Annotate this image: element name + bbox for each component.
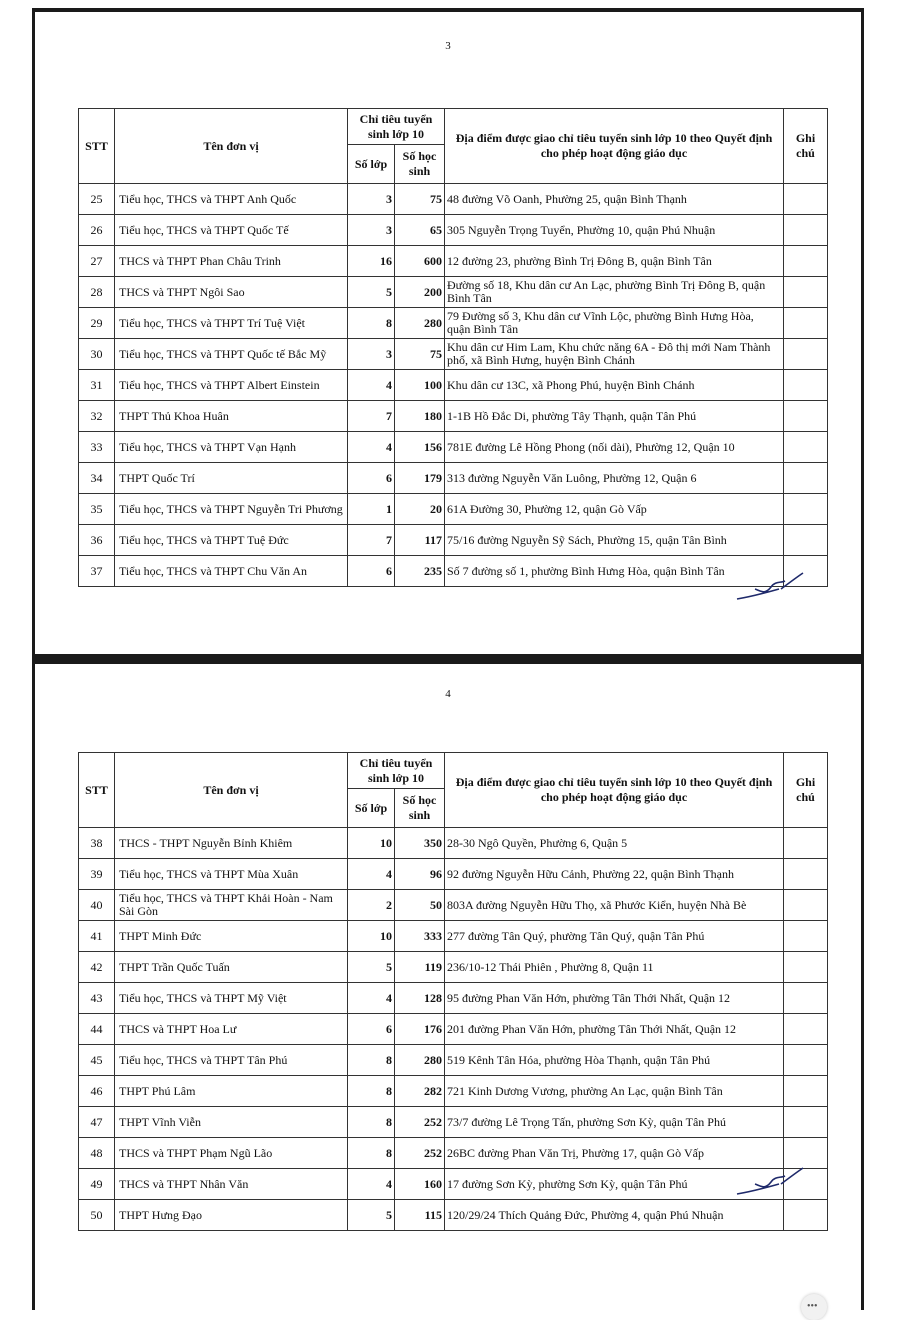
cell-so-lop: 2 (348, 890, 395, 921)
cell-ghi-chu (784, 525, 828, 556)
cell-address: 61A Đường 30, Phường 12, quận Gò Vấp (445, 494, 784, 525)
cell-stt: 48 (79, 1138, 115, 1169)
cell-so-hoc-sinh: 128 (395, 983, 445, 1014)
table-header (79, 753, 828, 828)
cell-unit-name: THCS và THPT Phạm Ngũ Lão (115, 1138, 348, 1169)
cell-stt: 26 (79, 215, 115, 246)
cell-so-lop: 3 (348, 184, 395, 215)
cell-ghi-chu (784, 983, 828, 1014)
table-row (79, 246, 828, 277)
cell-so-hoc-sinh: 350 (395, 828, 445, 859)
cell-ghi-chu (784, 432, 828, 463)
cell-stt: 49 (79, 1169, 115, 1200)
cell-so-lop: 4 (348, 432, 395, 463)
cell-so-lop: 6 (348, 463, 395, 494)
cell-so-lop: 16 (348, 246, 395, 277)
table-row (79, 983, 828, 1014)
cell-ghi-chu (784, 184, 828, 215)
cell-address: 277 đường Tân Quý, phường Tân Quý, quận Tân Phú (445, 921, 784, 952)
cell-address: Khu dân cư Him Lam, Khu chức năng 6A - Đô thị mới Nam Thành phố, xã Bình Hưng, huyện Bình Chánh (445, 339, 784, 370)
cell-address: 781E đường Lê Hồng Phong (nối dài), Phường 12, Quận 10 (445, 432, 784, 463)
cell-ghi-chu (784, 370, 828, 401)
cell-unit-name: THPT Trần Quốc Tuấn (115, 952, 348, 983)
table-body (79, 184, 828, 587)
cell-address: 236/10-12 Thái Phiên , Phường 8, Quận 11 (445, 952, 784, 983)
header-stt: STT (79, 109, 115, 184)
header-so-lop: Số lớp (348, 145, 395, 184)
cell-address: Đường số 18, Khu dân cư An Lạc, phường Bình Trị Đông B, quận Bình Tân (445, 277, 784, 308)
table-row (79, 1138, 828, 1169)
header-so-hoc-sinh: Số học sinh (395, 789, 445, 828)
cell-address: Số 7 đường số 1, phường Bình Hưng Hòa, quận Bình Tân (445, 556, 784, 587)
cell-so-hoc-sinh: 117 (395, 525, 445, 556)
cell-so-hoc-sinh: 96 (395, 859, 445, 890)
cell-stt: 44 (79, 1014, 115, 1045)
cell-so-lop: 8 (348, 1138, 395, 1169)
table-row (79, 1045, 828, 1076)
cell-stt: 37 (79, 556, 115, 587)
cell-stt: 28 (79, 277, 115, 308)
cell-ghi-chu (784, 1107, 828, 1138)
cell-address: 28-30 Ngô Quyền, Phường 6, Quận 5 (445, 828, 784, 859)
table-row (79, 556, 828, 587)
cell-address: 48 đường Võ Oanh, Phường 25, quận Bình Thạnh (445, 184, 784, 215)
cell-so-lop: 3 (348, 215, 395, 246)
cell-so-lop: 10 (348, 828, 395, 859)
cell-so-hoc-sinh: 50 (395, 890, 445, 921)
cell-unit-name: Tiểu học, THCS và THPT Mỹ Việt (115, 983, 348, 1014)
cell-so-hoc-sinh: 235 (395, 556, 445, 587)
cell-so-lop: 5 (348, 277, 395, 308)
cell-ghi-chu (784, 1076, 828, 1107)
cell-so-hoc-sinh: 180 (395, 401, 445, 432)
cell-unit-name: THCS và THPT Hoa Lư (115, 1014, 348, 1045)
cell-address: 92 đường Nguyễn Hữu Cảnh, Phường 22, quận Bình Thạnh (445, 859, 784, 890)
cell-address: 519 Kênh Tân Hóa, phường Hòa Thạnh, quận Tân Phú (445, 1045, 784, 1076)
cell-so-hoc-sinh: 252 (395, 1138, 445, 1169)
enrollment-table (78, 752, 828, 1231)
cell-so-lop: 8 (348, 1107, 395, 1138)
table-row (79, 921, 828, 952)
cell-address: 803A đường Nguyễn Hữu Thọ, xã Phước Kiển, huyện Nhà Bè (445, 890, 784, 921)
cell-stt: 50 (79, 1200, 115, 1231)
header-chi-tieu: Chỉ tiêu tuyển sinh lớp 10 (348, 109, 445, 145)
cell-ghi-chu (784, 828, 828, 859)
header-dia-diem: Địa điểm được giao chỉ tiêu tuyển sinh lớp 10 theo Quyết định cho phép hoạt động giáo dục (445, 753, 784, 828)
cell-so-hoc-sinh: 252 (395, 1107, 445, 1138)
cell-so-hoc-sinh: 156 (395, 432, 445, 463)
cell-ghi-chu (784, 246, 828, 277)
cell-address: 26BC đường Phan Văn Trị, Phường 17, quận Gò Vấp (445, 1138, 784, 1169)
cell-so-lop: 10 (348, 921, 395, 952)
cell-stt: 27 (79, 246, 115, 277)
cell-so-lop: 6 (348, 556, 395, 587)
cell-so-lop: 7 (348, 525, 395, 556)
table-row (79, 1107, 828, 1138)
page-curl-button[interactable] (801, 1294, 827, 1320)
cell-stt: 29 (79, 308, 115, 339)
cell-ghi-chu (784, 215, 828, 246)
cell-so-lop: 8 (348, 1076, 395, 1107)
table-row (79, 1200, 828, 1231)
table-row (79, 215, 828, 246)
table-body (79, 828, 828, 1231)
table-row (79, 370, 828, 401)
cell-stt: 36 (79, 525, 115, 556)
cell-address: 79 Đường số 3, Khu dân cư Vĩnh Lộc, phường Bình Hưng Hòa, quận Bình Tân (445, 308, 784, 339)
cell-unit-name: THCS và THPT Nhân Văn (115, 1169, 348, 1200)
cell-ghi-chu (784, 1045, 828, 1076)
signature-mark (735, 569, 805, 603)
cell-address: 17 đường Sơn Kỳ, phường Sơn Kỳ, quận Tân Phú (445, 1169, 784, 1200)
cell-so-hoc-sinh: 160 (395, 1169, 445, 1200)
table-row (79, 525, 828, 556)
cell-unit-name: Tiểu học, THCS và THPT Albert Einstein (115, 370, 348, 401)
cell-so-hoc-sinh: 176 (395, 1014, 445, 1045)
cell-address: 305 Nguyễn Trọng Tuyển, Phường 10, quận Phú Nhuận (445, 215, 784, 246)
table-row (79, 463, 828, 494)
cell-ghi-chu (784, 401, 828, 432)
cell-unit-name: Tiểu học, THCS và THPT Nguyễn Tri Phương (115, 494, 348, 525)
document-page-3 (32, 8, 864, 660)
cell-ghi-chu (784, 494, 828, 525)
cell-so-lop: 4 (348, 370, 395, 401)
cell-stt: 35 (79, 494, 115, 525)
cell-stt: 30 (79, 339, 115, 370)
header-ghi-chu: Ghi chú (784, 109, 828, 184)
table-row (79, 1169, 828, 1200)
cell-unit-name: Tiểu học, THCS và THPT Chu Văn An (115, 556, 348, 587)
cell-so-hoc-sinh: 20 (395, 494, 445, 525)
page-number: 3 (445, 40, 451, 52)
header-stt: STT (79, 753, 115, 828)
cell-ghi-chu (784, 1200, 828, 1231)
cell-unit-name: Tiểu học, THCS và THPT Vạn Hạnh (115, 432, 348, 463)
cell-ghi-chu (784, 890, 828, 921)
cell-unit-name: THCS và THPT Ngôi Sao (115, 277, 348, 308)
cell-ghi-chu (784, 339, 828, 370)
cell-ghi-chu (784, 859, 828, 890)
cell-stt: 32 (79, 401, 115, 432)
table-row (79, 828, 828, 859)
cell-stt: 47 (79, 1107, 115, 1138)
cell-stt: 43 (79, 983, 115, 1014)
cell-so-hoc-sinh: 280 (395, 308, 445, 339)
cell-address: 12 đường 23, phường Bình Trị Đông B, quận Bình Tân (445, 246, 784, 277)
cell-unit-name: THPT Quốc Trí (115, 463, 348, 494)
cell-address: 313 đường Nguyễn Văn Luông, Phường 12, Quận 6 (445, 463, 784, 494)
cell-so-lop: 4 (348, 1169, 395, 1200)
cell-unit-name: Tiểu học, THCS và THPT Tân Phú (115, 1045, 348, 1076)
cell-address: 1-1B Hồ Đắc Di, phường Tây Thạnh, quận Tân Phú (445, 401, 784, 432)
cell-ghi-chu (784, 308, 828, 339)
cell-address: 95 đường Phan Văn Hớn, phường Tân Thới Nhất, Quận 12 (445, 983, 784, 1014)
cell-address: 73/7 đường Lê Trọng Tấn, phường Sơn Kỳ, quận Tân Phú (445, 1107, 784, 1138)
cell-unit-name: Tiểu học, THCS và THPT Anh Quốc (115, 184, 348, 215)
table-row (79, 890, 828, 921)
cell-so-hoc-sinh: 282 (395, 1076, 445, 1107)
cell-so-lop: 6 (348, 1014, 395, 1045)
document-page-4 (32, 660, 864, 1310)
cell-so-lop: 5 (348, 952, 395, 983)
cell-so-hoc-sinh: 119 (395, 952, 445, 983)
table-row (79, 494, 828, 525)
table-header (79, 109, 828, 184)
table-row (79, 952, 828, 983)
cell-so-hoc-sinh: 75 (395, 339, 445, 370)
table-row (79, 339, 828, 370)
cell-so-lop: 8 (348, 1045, 395, 1076)
header-ten-don-vi: Tên đơn vị (115, 753, 348, 828)
dots-icon: ••• (807, 1301, 818, 1312)
table-row (79, 1076, 828, 1107)
cell-ghi-chu (784, 277, 828, 308)
cell-unit-name: Tiểu học, THCS và THPT Tuệ Đức (115, 525, 348, 556)
cell-address: 721 Kinh Dương Vương, phường An Lạc, quận Bình Tân (445, 1076, 784, 1107)
cell-unit-name: Tiểu học, THCS và THPT Quốc Tế (115, 215, 348, 246)
cell-so-hoc-sinh: 179 (395, 463, 445, 494)
cell-stt: 42 (79, 952, 115, 983)
cell-so-hoc-sinh: 115 (395, 1200, 445, 1231)
cell-ghi-chu (784, 1014, 828, 1045)
cell-stt: 34 (79, 463, 115, 494)
cell-stt: 39 (79, 859, 115, 890)
table-row (79, 308, 828, 339)
cell-unit-name: THCS - THPT Nguyễn Bỉnh Khiêm (115, 828, 348, 859)
cell-stt: 25 (79, 184, 115, 215)
cell-so-hoc-sinh: 333 (395, 921, 445, 952)
cell-so-hoc-sinh: 200 (395, 277, 445, 308)
cell-unit-name: THPT Thủ Khoa Huân (115, 401, 348, 432)
cell-unit-name: THCS và THPT Phan Châu Trinh (115, 246, 348, 277)
cell-address: 201 đường Phan Văn Hớn, phường Tân Thới Nhất, Quận 12 (445, 1014, 784, 1045)
cell-so-lop: 1 (348, 494, 395, 525)
cell-unit-name: THPT Vĩnh Viễn (115, 1107, 348, 1138)
header-dia-diem: Địa điểm được giao chỉ tiêu tuyển sinh lớp 10 theo Quyết định cho phép hoạt động giáo dục (445, 109, 784, 184)
cell-so-hoc-sinh: 65 (395, 215, 445, 246)
cell-stt: 33 (79, 432, 115, 463)
cell-stt: 41 (79, 921, 115, 952)
page-number: 4 (445, 688, 451, 700)
table-row (79, 401, 828, 432)
cell-unit-name: Tiểu học, THCS và THPT Khải Hoàn - Nam Sài Gòn (115, 890, 348, 921)
cell-so-lop: 4 (348, 983, 395, 1014)
cell-unit-name: Tiểu học, THCS và THPT Quốc tế Bắc Mỹ (115, 339, 348, 370)
cell-so-hoc-sinh: 75 (395, 184, 445, 215)
cell-stt: 31 (79, 370, 115, 401)
cell-unit-name: THPT Phú Lâm (115, 1076, 348, 1107)
header-so-hoc-sinh: Số học sinh (395, 145, 445, 184)
header-so-lop: Số lớp (348, 789, 395, 828)
table-row (79, 859, 828, 890)
table-row (79, 184, 828, 215)
cell-so-lop: 7 (348, 401, 395, 432)
cell-ghi-chu (784, 921, 828, 952)
cell-so-lop: 4 (348, 859, 395, 890)
cell-stt: 38 (79, 828, 115, 859)
table-row (79, 277, 828, 308)
signature-mark (735, 1164, 805, 1198)
header-ghi-chu: Ghi chú (784, 753, 828, 828)
cell-unit-name: Tiểu học, THCS và THPT Mùa Xuân (115, 859, 348, 890)
cell-stt: 40 (79, 890, 115, 921)
cell-stt: 46 (79, 1076, 115, 1107)
table-row (79, 432, 828, 463)
header-ten-don-vi: Tên đơn vị (115, 109, 348, 184)
cell-so-lop: 3 (348, 339, 395, 370)
cell-ghi-chu (784, 952, 828, 983)
cell-stt: 45 (79, 1045, 115, 1076)
table-row (79, 1014, 828, 1045)
cell-unit-name: THPT Hưng Đạo (115, 1200, 348, 1231)
cell-address: 75/16 đường Nguyễn Sỹ Sách, Phường 15, quận Tân Bình (445, 525, 784, 556)
enrollment-table (78, 108, 828, 587)
cell-unit-name: THPT Minh Đức (115, 921, 348, 952)
cell-so-hoc-sinh: 600 (395, 246, 445, 277)
cell-so-lop: 5 (348, 1200, 395, 1231)
cell-unit-name: Tiểu học, THCS và THPT Trí Tuệ Việt (115, 308, 348, 339)
cell-so-hoc-sinh: 100 (395, 370, 445, 401)
header-chi-tieu: Chỉ tiêu tuyển sinh lớp 10 (348, 753, 445, 789)
cell-address: 120/29/24 Thích Quảng Đức, Phường 4, quận Phú Nhuận (445, 1200, 784, 1231)
cell-so-hoc-sinh: 280 (395, 1045, 445, 1076)
cell-so-lop: 8 (348, 308, 395, 339)
cell-address: Khu dân cư 13C, xã Phong Phú, huyện Bình Chánh (445, 370, 784, 401)
cell-ghi-chu (784, 463, 828, 494)
